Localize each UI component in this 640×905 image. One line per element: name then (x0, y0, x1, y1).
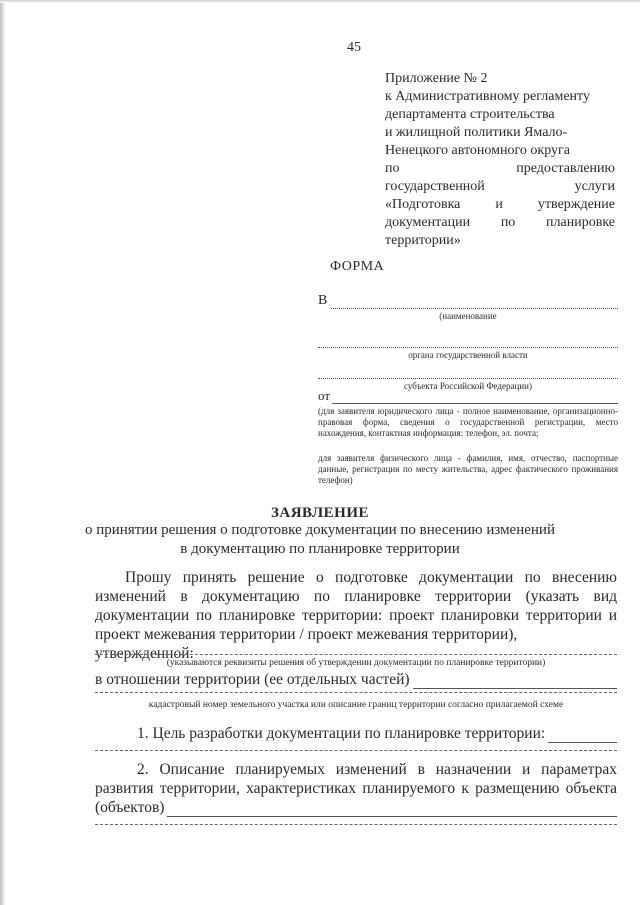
appendix-word: услуги (574, 179, 615, 194)
appendix-justified-line (385, 214, 615, 232)
appendix-line: к Административному регламенту (385, 89, 590, 104)
caption-organ: органа государственной власти (408, 350, 528, 360)
appendix-word: по (385, 161, 400, 176)
territory-label: в отношении территории (ее отдельных частей) (95, 671, 410, 688)
paragraph-line: проект межевания территории / проект межевания территории), утвержденной: (95, 626, 518, 662)
appendix-header (385, 70, 615, 250)
item-2-paragraph (95, 760, 617, 817)
appendix-line: департамента строительства (385, 107, 555, 122)
appendix-word: планировке (546, 215, 615, 230)
scan-top-edge (0, 0, 640, 3)
item-2-last-row (95, 798, 617, 817)
appendix-line: и жилищной политики Ямало- (385, 125, 568, 140)
paragraph-line: развития территории, характеристиках планируемого к размещению объекта (95, 780, 617, 797)
caption-name: (наименование (439, 311, 497, 321)
item-1-extra-line[interactable] (95, 750, 617, 751)
recipient-name-field[interactable] (318, 293, 618, 322)
territory-row (95, 670, 617, 689)
applicant-physical-note: для заявителя физического лица - фамилия, имя, отчество, паспортные данные, регистрация по месту жительства, адрес фактического проживания телефон) (318, 453, 618, 485)
item-2-extra-line[interactable] (95, 824, 617, 825)
document-subtitle-2: в документацию по планировке территории (180, 541, 460, 557)
item-1-label: 1. Цель разработки документации по планировке территории: (137, 725, 546, 742)
paragraph-line: документации по планировке территории: проект планировки территории и (95, 607, 617, 624)
appendix-word: «Подготовка (385, 197, 461, 212)
appendix-line: Приложение № 2 (385, 71, 488, 86)
document-subtitle-1: о принятии решения о подготовке документации по внесению изменений (85, 522, 555, 538)
appendix-line: территории» (385, 233, 461, 248)
applicant-legal-note: (для заявителя юридического лица - полное наименование, организационно-правовая форма, сведения о государственной регистрации, место нахождения, контактная информация: телефон, эл. почта; (318, 406, 618, 438)
prefix-ot: от (318, 388, 331, 403)
appendix-word: предоставлению (516, 161, 615, 176)
caption-requisites: (указываются реквизиты решения об утверждении документации по планировке территории) (166, 658, 546, 668)
territory-input-line[interactable] (413, 673, 617, 689)
appendix-line: Ненецкого автономного округа (385, 143, 570, 158)
caption-subject: субъекта Российской Федерации) (404, 381, 532, 391)
prefix-v: В (318, 293, 328, 308)
appendix-word: государственной (385, 179, 485, 194)
cadastral-input-line[interactable] (95, 692, 617, 693)
scan-edge-shadow (0, 0, 6, 905)
paragraph-line: 2. Описание планируемых изменений в назначении и параметрах (137, 761, 617, 778)
request-paragraph (95, 568, 617, 663)
recipient-organ-field[interactable] (318, 333, 618, 361)
form-label: ФОРМА (330, 259, 385, 274)
paragraph-line: изменений в документацию по планировке территории (указать вид (95, 588, 617, 605)
item-2-input-line[interactable] (167, 801, 617, 817)
appendix-word: и (495, 197, 503, 212)
item-1-row (95, 724, 617, 743)
appendix-word: по (500, 215, 516, 230)
applicant-field[interactable] (318, 388, 618, 404)
paragraph-line: Прошу принять решение о подготовке документации по внесению (125, 569, 617, 586)
caption-cadastral: кадастровый номер земельного участка или описание границ территории согласно прилагаемой схеме (148, 700, 564, 710)
item-1-input-line[interactable] (548, 727, 617, 743)
appendix-word: утверждение (537, 197, 615, 212)
appendix-justified-line (385, 178, 615, 196)
item-2-last: (объектов) (95, 799, 165, 816)
requisites-input-line[interactable] (95, 654, 617, 655)
page-number: 45 (347, 40, 361, 55)
document-title: ЗАЯВЛЕНИЕ (270, 505, 370, 521)
appendix-justified-line (385, 160, 615, 178)
appendix-word: документации (385, 215, 471, 230)
appendix-justified-line (385, 196, 615, 214)
